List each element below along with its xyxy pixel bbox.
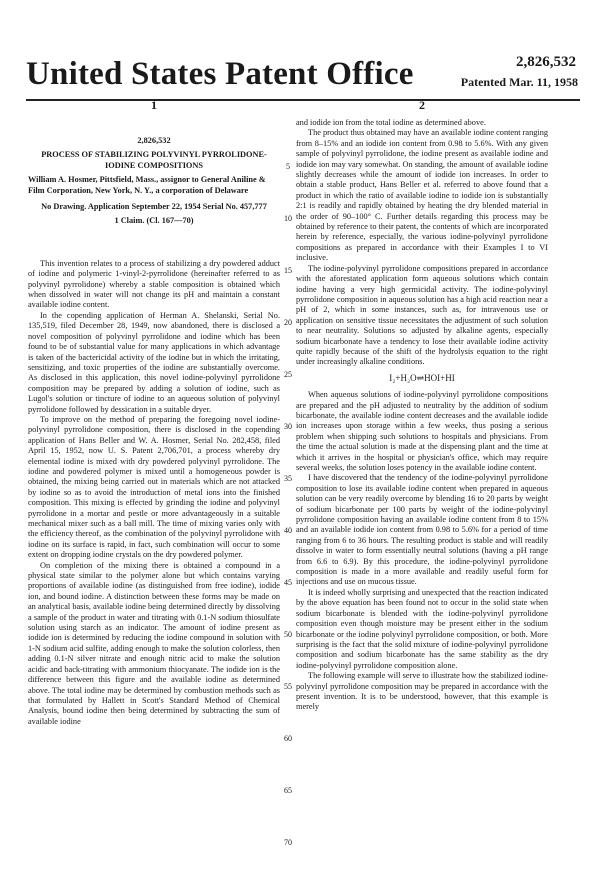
patent-title: PROCESS OF STABILIZING POLYVINYL PYRROLIDONE-IODINE COMPOSITIONS: [41, 150, 267, 170]
line-number: 25: [284, 370, 292, 379]
paragraph: I have discovered that the tendency of the iodine-polyvinyl pyrrolidone composition to lose its available iodine content when prepared in aqueous solution can be very readily overcome by blending 16 to 20 parts by weight of sodium bicarbonate per 100 parts by weight of the iodine-polyvinyl pyrrolidone composition having an available iodine content from 8 to 15% and an available iodide ion content from 0.98 to 5.6% for a period of time ranging from 6 to 36 hours. The resulting product is stable and will readily dissolve in water to form essentially neutral solutions (having a pH range from 6.6 to 6.9). By this procedure, the iodine-polyvinyl pyrrolidone composition is made in a more available and readily useful form for injections and use on mucous tissue.: [296, 473, 548, 587]
line-number: 30: [284, 422, 292, 431]
line-number: 15: [284, 266, 292, 275]
line-number: 40: [284, 526, 292, 535]
line-number: 70: [284, 838, 292, 847]
paragraph: The product thus obtained may have an available iodine content ranging from 8–15% and an iodide ion content from 0.98 to 5.6%. With any given sample of polyvinyl pyrrolidone, the iodine present as available iodine and iodide ion may vary somewhat. On standing, the amount of available iodine slightly decreases while the amount of iodide ion increases. In order to obtain a stable product, Hans Beller et al. referred to above found that a product in which the ratio of available iodine to iodide ion is substantially 2:1 is readily and rapidly obtained by heating the dry blended material in the order of 90–100° C. Further details regarding this process may be obtained by reference to their patent, the contents of which are incorporated herein by reference, especially, the various iodine-polyvinyl pyrrolidone compositions as prepared in accordance with their Examples I to VI inclusive.: [296, 128, 548, 263]
line-number: 45: [284, 578, 292, 587]
line-number: 5: [286, 162, 290, 171]
paragraph: To improve on the method of preparing the foregoing novel iodine-polyvinyl pyrrolidone composition, there is disclosed in the copending application of Hans Beller and W. A. Hosmer, Serial No. 282,458, filed April 15, 1952, now U. S. Patent 2,706,701, a process whereby dry elemental iodine is mixed with dry powdered polyvinyl pyrrolidone. The iodine and powdered polymer is mixed until a homogeneous powder is obtained, the mixing being carried out in materials which are not attacked by iodine so as to avoid the introduction of metal ions into the finished composition. This mixing is effected by grinding the iodine and polyvinyl pyrrolidone in a mortar and pestle or more advantageously in a suitable mechanical mixer such as a ball mill. The time of mixing varies only with the efficiency thereof, as the combination of the polyvinyl pyrrolidone with iodine on its surface is rapid, in fact, such combination will occur to some extent on dropping iodine crystals on the dry powdered polymer.: [28, 414, 280, 560]
column-number-right: 2: [419, 98, 425, 112]
paragraph: The iodine-polyvinyl pyrrolidone compositions prepared in accordance with the aforestated application form aqueous solutions which contain iodine having a very high germicidal activity. The iodine-polyvinyl pyrrolidone composition in aqueous solution has a high acid reaction near a pH of 2, which in some instances, such as, for intravenous use or application on sensitive tissue necessitates the adjustment of such solution to near neutrality. Solutions so adjusted by alkaline agents, especially sodium bicarbonate have a tendency to lose their available iodine activity quite rapidly because of the shift of the hydrolysis equation to the right under increasingly alkaline conditions.: [296, 263, 548, 367]
right-column: [296, 100, 548, 713]
masthead: [26, 52, 580, 96]
patent-number: 2,826,532: [516, 54, 576, 70]
line-number: 20: [284, 318, 292, 327]
paragraph: The following example will serve to illustrate how the stabilized iodine-polyvinyl pyrrolidone composition may be prepared in accordance with the present invention. It is to be understood, however, that this example is merely: [296, 671, 548, 712]
paragraph: and iodide ion from the total iodine as determined above.: [296, 118, 486, 127]
patent-reference: 2,826,532: [137, 136, 171, 145]
hydrolysis-equation: I₂+H₂O⇌HOI+HI: [389, 372, 455, 383]
paragraph: When aqueous solutions of iodine-polyvinyl pyrrolidone compositions are prepared and the pH adjusted to neutrality by the addition of sodium bicarbonate, the available iodine content decreases and the available iodide ion increases upon storage within a few weeks, thus posing a serious problem when shipping such solutions to hospitals and physicians. From the time the actual solution is made at the dispensing plant and the time at which it arrives in the hospital or physician's office, which may require several weeks, the solution loses potency in the available iodine content.: [296, 390, 548, 472]
office-title: United States Patent Office: [26, 56, 414, 92]
paragraph: This invention relates to a process of stabilizing a dry powdered adduct of iodine and polymeric 1-vinyl-2-pyrrolidone (hereinafter referred to as polyvinyl pyrrolidone) whereby a stable composition is obtained which when dissolved in water will not change its pH and maintain a constant available iodine content.: [28, 258, 280, 310]
claim-line: 1 Claim. (Cl. 167—70): [114, 216, 194, 226]
paragraph: On completion of the mixing there is obtained a compound in a physical state similar to the polymer alone but which contains varying proportions of available iodine (as distinguished from free iodine), iodide ion, and bound iodine. A distinction between these forms may be made on an analytical basis, available iodine being determined directly by dissolving a sample of the product in water and titrating with 0.1-N sodium thiosulfate solution using starch as an indicator. The amount of iodine present as iodide ion is determined by reducing the iodine compound in solution with 1-N sodium acid sulfite, adding enough to make the solution colorless, then adding 0.1-N silver nitrate and enough nitric acid to make the solution acidic and back-titrating with ammonium thiocyanate. The iodide ion is the difference between this figure and the available iodine as determined above. The total iodine may be determined by combustion methods such as that formulated by Hallett in Scott's Standard Method of Chemical Analysis, bound iodine then being determined by subtracting the sum of available iodine: [28, 560, 280, 726]
application-info: No Drawing. Application September 22, 1954 Serial No. 457,777: [41, 202, 267, 212]
column-number-left: 1: [151, 98, 157, 112]
line-number: 35: [284, 474, 292, 483]
line-number: 60: [284, 734, 292, 743]
patented-date: Patented Mar. 11, 1958: [460, 75, 578, 89]
paragraph: In the copending application of Herman A. Shelanski, Serial No. 135,519, filed December 28, 1949, now abandoned, there is disclosed a novel composition of polyvinyl pyrrolidone and iodine which has been found to be of substantial value for many applications in which advantage is taken of the bactericidal activity of the iodine but in which the irritating, sensitizing, and toxic properties of the iodine are substantially overcome. As disclosed in this application, this novel iodine-polyvinyl pyrrolidone composition may be prepared by adding a solution of iodine, such as Lugol's solution or tincture of iodine to an aqueous solution of polyvinyl pyrrolidone followed by dessication in a suitable dryer.: [28, 310, 280, 414]
inventor-assignee: William A. Hosmer, Pittsfield, Mass., assignor to General Aniline & Film Corporation, New York, N. Y., a corporation of Delaware: [28, 175, 266, 195]
line-number: 50: [284, 630, 292, 639]
paragraph: It is indeed wholly surprising and unexpected that the reaction indicated by the above equation has been found not to occur in the solid state when sodium bicarbonate is blended with the iodine-polyvinyl pyrrolidone composition even though moisture may be present either in the sodium bicarbonate or the iodine polyvinyl pyrrolidone composition, or both. More surprising is the fact that the solid mixture of iodine-polyvinyl pyrrolidone composition and sodium bicarbonate has the same stability as the dry iodine-polyvinyl pyrrolidone composition alone.: [296, 587, 548, 670]
line-number: 10: [284, 214, 292, 223]
line-number: 55: [284, 682, 292, 691]
line-number-gutter: [282, 100, 294, 881]
left-column: [28, 100, 280, 727]
line-number: 65: [284, 786, 292, 795]
